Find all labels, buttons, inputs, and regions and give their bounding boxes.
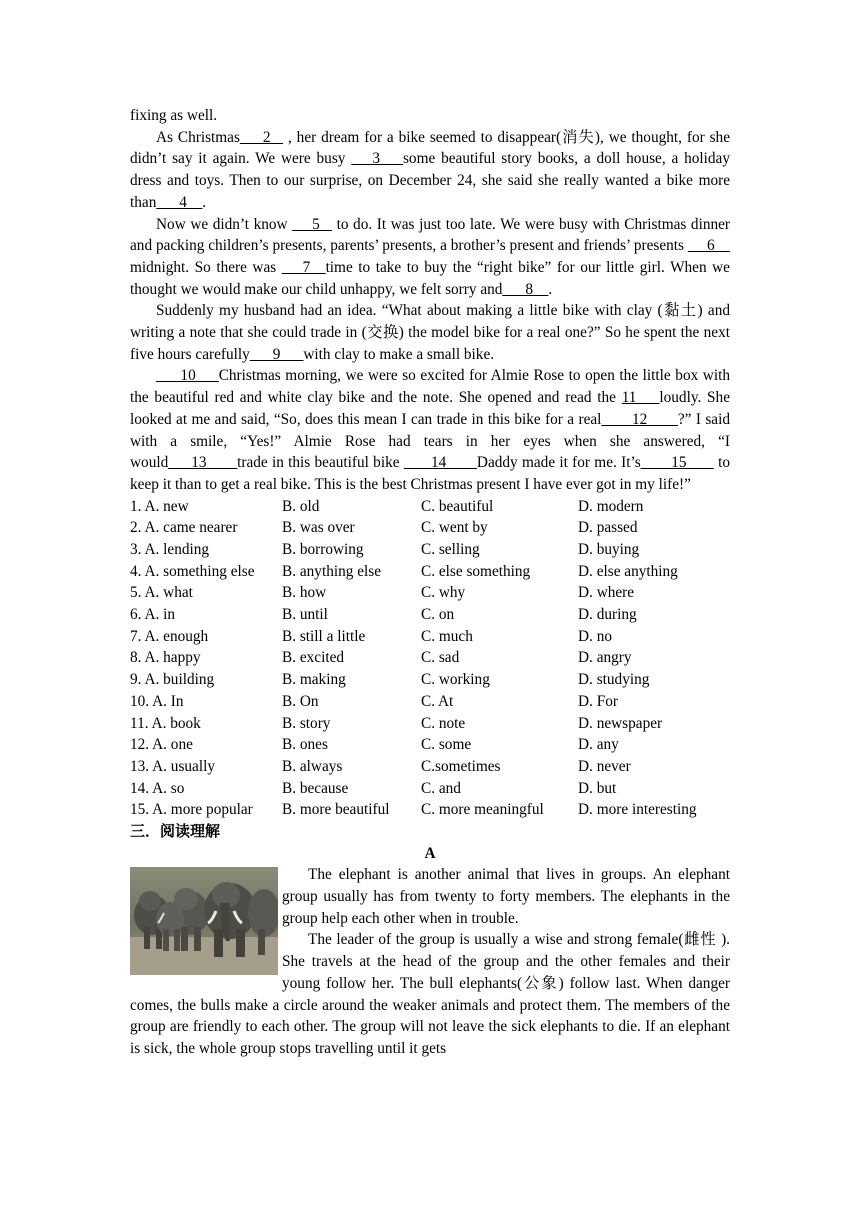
option-choice: B. excited (282, 649, 345, 667)
option-choice: 12. A. one (130, 736, 193, 754)
passage-text: . (202, 193, 207, 211)
passage-paragraph-3 (130, 300, 730, 365)
passage-continuation: fixing as well. (130, 107, 218, 124)
option-choice: C. note (421, 714, 466, 732)
passage-label: A (424, 844, 436, 862)
option-row (130, 799, 730, 821)
option-choice: C. At (421, 692, 454, 710)
option-choice: B. old (282, 497, 320, 515)
passage-text: Christmas morning, we were so excited for Almie Rose to open the little box with the beautiful red and white clay bike and the note. She opened and read the (130, 367, 731, 407)
option-choice: C.sometimes (421, 757, 501, 775)
passage-text: with clay to make a small bike. (303, 345, 495, 363)
option-choice: B. was over (282, 519, 355, 537)
passage-text: to keep it than to get a real bike. This is the best Christmas present I have ever got in my life!” (130, 454, 730, 493)
passage-text: trade in this beautiful bike (237, 454, 404, 472)
option-choice: C. else something (421, 562, 531, 580)
option-choice: B. ones (282, 736, 328, 754)
passage-text: some beautiful story books, a doll house, a holiday dress and toys. Then to our surprise, on December 24, she said she really wanted a bike more than (130, 150, 730, 211)
passage-text: As Christmas (156, 128, 240, 146)
option-choice: B. still a little (282, 627, 366, 645)
option-row (130, 756, 730, 778)
option-choice: C. on (421, 606, 455, 624)
option-choice: 14. A. so (130, 779, 185, 797)
answer-blank: __5_ (292, 215, 332, 233)
answer-blank: __7__ (281, 258, 326, 276)
option-choice: C. working (421, 671, 490, 689)
reading-paragraph-2: The leader of the group is usually a wise and strong female(雌性 ). She travels at the head of the group and the other females and their young follow her. The bull elephants(公象) follow last. When danger comes, the bulls make a circle around the weaker animals and protect them. The members of the group are friendly to each other. The group will not leave the sick elephants to die. If an elephant is sick, the whole group stops travelling until it gets (130, 931, 730, 1057)
worksheet-page (130, 105, 730, 1060)
option-row (130, 517, 730, 539)
option-choice: 10. A. In (130, 692, 184, 710)
answer-blank: ___4__ (156, 193, 203, 211)
answer-blank: __6__ (687, 237, 730, 255)
answer-blank: ___9___ (249, 345, 304, 363)
option-choice: 5. A. what (130, 584, 193, 602)
option-choice: D. For (578, 692, 618, 710)
option-choice: D. during (578, 606, 637, 624)
passage-paragraph-4 (130, 365, 730, 495)
option-choice: D. more interesting (578, 801, 697, 819)
answer-blank: ___13____ (168, 454, 238, 472)
option-choice: B. always (282, 757, 343, 775)
option-choice: B. On (282, 692, 319, 710)
passage-text: midnight. So there was (130, 258, 282, 276)
option-row (130, 539, 730, 561)
option-choice: D. passed (578, 519, 638, 537)
option-choice: D. never (578, 757, 631, 775)
option-choice: C. and (421, 779, 461, 797)
option-choice: 7. A. enough (130, 627, 209, 645)
passage-text: to do. It was just too late. We were busy with Christmas dinner and packing children’s presents, parents’ presents, a brother’s present and friends’ presents (130, 215, 731, 255)
option-row (130, 734, 730, 756)
option-choice: 15. A. more popular (130, 801, 253, 819)
answer-blank: __10___ (156, 367, 219, 385)
option-choice: 9. A. building (130, 671, 215, 689)
answer-blank: ____12____ (601, 410, 678, 428)
option-choice: C. why (421, 584, 466, 602)
passage-paragraph-2 (130, 214, 730, 301)
passage-text: Daddy made it for me. It’s (476, 454, 641, 472)
option-choice: B. how (282, 584, 327, 602)
option-row (130, 647, 730, 669)
option-choice: 11. A. book (130, 714, 201, 732)
option-choice: 13. A. usually (130, 757, 215, 775)
option-choice: B. anything else (282, 562, 381, 580)
option-choice: D. newspaper (578, 714, 663, 732)
passage-text: , her dream for a bike seemed to disappear(消失), we thought, for she didn’t say it again. We were busy (130, 128, 730, 168)
passage-text: Suddenly my husband had an idea. “What about making a little bike with clay (黏土) and writing a note that she could trade in (交换) the model bike for a real one?” So he spent the next five hours carefully (130, 302, 730, 363)
passage-text: ?” I said with a smile, “Yes!” Almie Rose had tears in her eyes when she answered, “I would (130, 410, 730, 472)
option-choice: D. any (578, 736, 619, 754)
option-choice: C. selling (421, 541, 480, 559)
passage-text: Now we didn’t know (156, 215, 293, 233)
cloze-options-list (130, 496, 730, 821)
passage-text: loudly. She looked at me and said, “So, does this mean I can trade in this bike for a real (130, 389, 730, 428)
option-choice: B. because (282, 779, 349, 797)
option-row (130, 778, 730, 800)
option-choice: D. but (578, 779, 617, 797)
option-choice: 4. A. something else (130, 562, 255, 580)
option-choice: C. beautiful (421, 497, 494, 515)
option-choice: D. buying (578, 541, 640, 559)
option-choice: D. where (578, 584, 635, 602)
option-choice: 6. A. in (130, 606, 176, 624)
option-choice: C. much (421, 627, 473, 645)
option-choice: D. angry (578, 649, 632, 667)
option-choice: B. until (282, 606, 328, 624)
option-choice: C. went by (421, 519, 488, 537)
option-choice: B. borrowing (282, 541, 364, 559)
option-choice: 2. A. came nearer (130, 519, 238, 537)
option-choice: B. story (282, 714, 331, 732)
passage-paragraph-1 (130, 127, 730, 214)
option-choice: D. modern (578, 497, 644, 515)
option-row (130, 561, 730, 583)
option-choice: B. making (282, 671, 346, 689)
option-row (130, 496, 730, 518)
option-choice: 3. A. lending (130, 541, 210, 559)
option-row (130, 582, 730, 604)
option-choice: B. more beautiful (282, 801, 390, 819)
section-title: 三．阅读理解 (130, 821, 221, 840)
option-choice: 8. A. happy (130, 649, 201, 667)
option-row (130, 669, 730, 691)
option-row (130, 604, 730, 626)
elephant-herd-photo (130, 867, 278, 975)
passage-text: . (548, 280, 553, 298)
option-row (130, 626, 730, 648)
option-choice: D. no (578, 627, 612, 645)
option-choice: D. else anything (578, 562, 678, 580)
reading-paragraph-1: The elephant is another animal that lives in groups. An elephant group usually has from twenty to forty members. The elephants in the group help each other when in trouble. (282, 866, 730, 927)
answer-blank: ____15___ (640, 454, 714, 472)
option-row (130, 713, 730, 735)
option-choice: C. more meaningful (421, 801, 544, 819)
answer-blank: ___8__ (502, 280, 549, 298)
passage-text: time to take to buy the “right bike” for our little girl. When we thought we would make our child unhappy, we felt sorry and (130, 258, 730, 298)
option-choice: D. studying (578, 671, 650, 689)
option-row (130, 691, 730, 713)
option-choice: C. some (421, 736, 472, 754)
option-choice: C. sad (421, 649, 460, 667)
answer-blank: 11___ (621, 389, 660, 407)
answer-blank: __3___ (351, 150, 403, 168)
option-choice: 1. A. new (130, 497, 189, 515)
answer-blank: ___14____ (403, 454, 477, 472)
answer-blank: ___2_ (239, 128, 284, 146)
